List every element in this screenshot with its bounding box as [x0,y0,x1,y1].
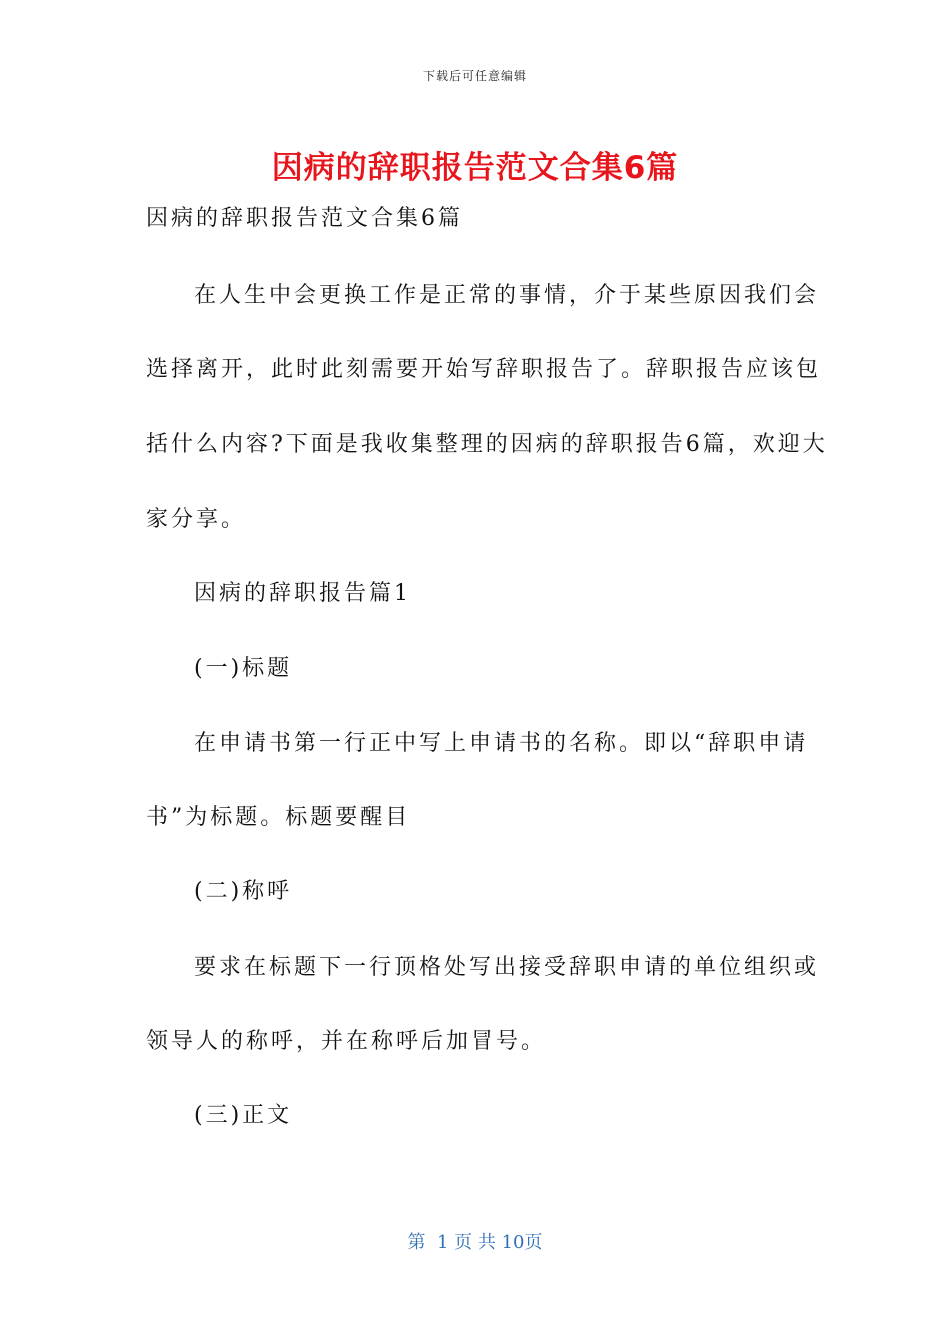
document-title: 因病的辞职报告范文合集6篇 [271,150,679,186]
paragraph-line: 领导人的称呼，并在称呼后加冒号。 [146,1029,547,1054]
section-heading: 因病的辞职报告篇1 [194,581,411,606]
paragraph-line: 在人生中会更换工作是正常的事情，介于某些原因我们会 [194,283,820,308]
subtitle-line: 因病的辞职报告范文合集6篇 [146,206,463,231]
page-number-footer: 第 1 页 共 10页 [407,1232,543,1253]
paragraph-line: 在申请书第一行正中写上申请书的名称。即以“辞职申请 [194,731,809,756]
paragraph-line: 选择离开，此时此刻需要开始写辞职报告了。辞职报告应该包 [146,357,822,382]
subheading: (二)称呼 [194,879,293,904]
paragraph-line: 书”为标题。标题要醒目 [146,805,411,830]
paragraph-line: 要求在标题下一行顶格处写出接受辞职申请的单位组织或 [194,955,820,980]
paragraph-line: 括什么内容?下面是我收集整理的因病的辞职报告6篇，欢迎大 [146,432,828,457]
subheading: (三)正文 [194,1103,293,1128]
page-header: 下载后可任意编辑 [422,69,527,83]
paragraph-line: 家分享。 [146,507,247,532]
subheading: (一)标题 [194,656,293,681]
